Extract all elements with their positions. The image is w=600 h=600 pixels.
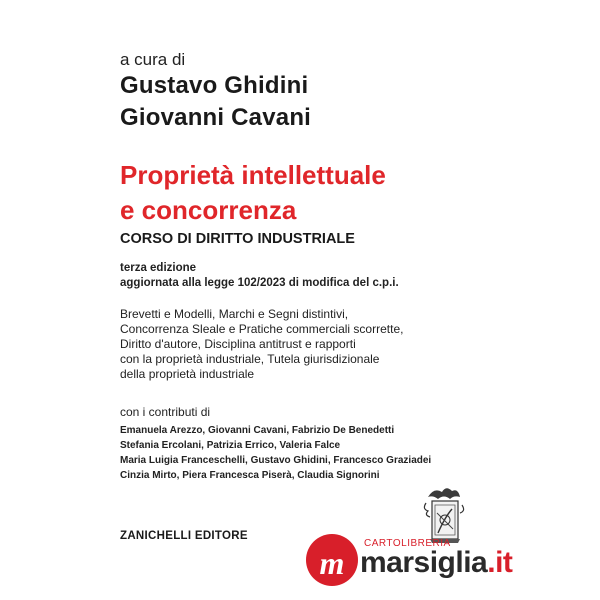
edition-label: terza edizione (120, 262, 197, 274)
store-name (360, 547, 512, 579)
store-badge-letter: m (319, 545, 345, 581)
book-title-line: Proprietà intellettuale (120, 160, 386, 190)
author-name: Giovanni Cavani (120, 104, 312, 131)
store-watermark (306, 530, 546, 590)
topics-line: della proprietà industriale (120, 367, 255, 381)
contributors-line: Emanuela Arezzo, Giovanni Cavani, Fabrizio De Benedetti (120, 425, 395, 436)
store-name-text: marsiglia (360, 546, 488, 579)
author-name: Gustavo Ghidini (120, 72, 309, 99)
contributors-heading: con i contributi di (120, 405, 211, 419)
book-subtitle: CORSO DI DIRITTO INDUSTRIALE (120, 231, 355, 247)
store-name-tld: it (495, 546, 513, 579)
topics-line: Concorrenza Sleale e Pratiche commerciali scorrette, (120, 322, 404, 336)
editor-prefix: a cura di (120, 50, 186, 69)
store-name-dot: . (487, 546, 496, 579)
topics-line: con la proprietà industriale, Tutela giurisdizionale (120, 352, 380, 366)
publisher-name: ZANICHELLI EDITORE (120, 530, 248, 542)
book-title-line: e concorrenza (120, 195, 297, 225)
store-badge-icon (306, 534, 358, 586)
topics-list (120, 307, 403, 382)
store-tagline: CARTOLIBRERIA (364, 538, 451, 549)
update-note: aggiornata alla legge 102/2023 di modifica del c.p.i. (120, 277, 399, 289)
contributors-line: Maria Luigia Franceschelli, Gustavo Ghidini, Francesco Graziadei (120, 455, 432, 466)
contributors-list (120, 423, 431, 483)
contributors-line: Stefania Ercolani, Patrizia Errico, Valeria Falce (120, 440, 341, 451)
topics-line: Brevetti e Modelli, Marchi e Segni distintivi, (120, 307, 349, 321)
topics-line: Diritto d'autore, Disciplina antitrust e rapporti (120, 337, 356, 351)
contributors-line: Cinzia Mirto, Piera Francesca Piserà, Claudia Signorini (120, 470, 380, 481)
